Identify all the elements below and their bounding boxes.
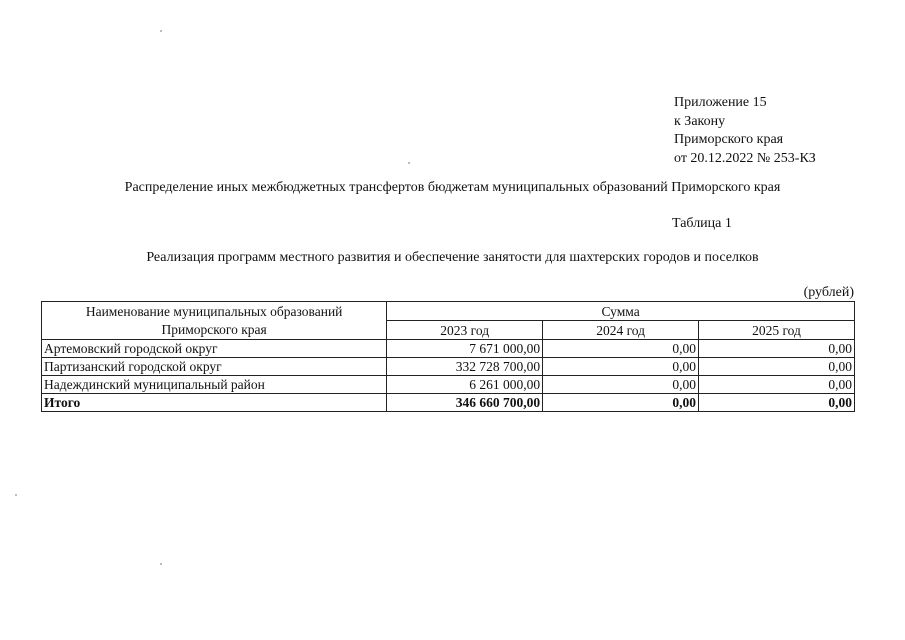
row-value-2025: 0,00 [699, 358, 855, 376]
row-value-2024: 0,00 [543, 358, 699, 376]
scan-speck [160, 563, 162, 565]
row-value-2023: 6 261 000,00 [387, 376, 543, 394]
unit-label: (рублей) [803, 285, 854, 300]
table-label: Таблица 1 [672, 216, 732, 231]
appendix-region: Приморского края [674, 132, 784, 147]
total-value-2025: 0,00 [699, 394, 855, 412]
row-name: Партизанский городской округ [42, 358, 387, 376]
appendix-number: Приложение 15 [674, 95, 767, 110]
appendix-law-ref: к Закону [674, 113, 726, 129]
scan-speck [15, 494, 17, 496]
municipality-header [42, 302, 387, 340]
total-row [42, 394, 855, 412]
row-value-2024: 0,00 [543, 376, 699, 394]
row-value-2023: 7 671 000,00 [387, 340, 543, 358]
scan-speck [408, 162, 410, 164]
row-value-2023: 332 728 700,00 [387, 358, 543, 376]
table-row [42, 340, 855, 358]
row-name: Артемовский городской округ [42, 340, 387, 358]
total-value-2023: 346 660 700,00 [387, 394, 543, 412]
appendix-header [674, 94, 816, 168]
year-header-2024: 2024 год [543, 321, 699, 340]
municipality-header-line1: Наименование муниципальных образований [85, 304, 343, 319]
document-title: Распределение иных межбюджетных трансфертов бюджетам муниципальных образований Приморского края [124, 180, 781, 195]
year-header-2023: 2023 год [387, 321, 543, 340]
row-value-2025: 0,00 [699, 340, 855, 358]
row-value-2025: 0,00 [699, 376, 855, 394]
sum-header: Сумма [387, 302, 855, 321]
table-subtitle: Реализация программ местного развития и обеспечение занятости для шахтерских городов и поселков [146, 250, 759, 265]
total-value-2024: 0,00 [543, 394, 699, 412]
row-value-2024: 0,00 [543, 340, 699, 358]
table-row [42, 358, 855, 376]
row-name: Надеждинский муниципальный район [42, 376, 387, 394]
scan-speck [160, 30, 162, 32]
appendix-date: от 20.12.2022 № 253-КЗ [674, 150, 816, 166]
total-label: Итого [42, 394, 387, 412]
year-header-2025: 2025 год [699, 321, 855, 340]
municipality-header-line2: Приморского края [161, 322, 267, 337]
table-row [42, 376, 855, 394]
transfers-table [41, 301, 855, 412]
